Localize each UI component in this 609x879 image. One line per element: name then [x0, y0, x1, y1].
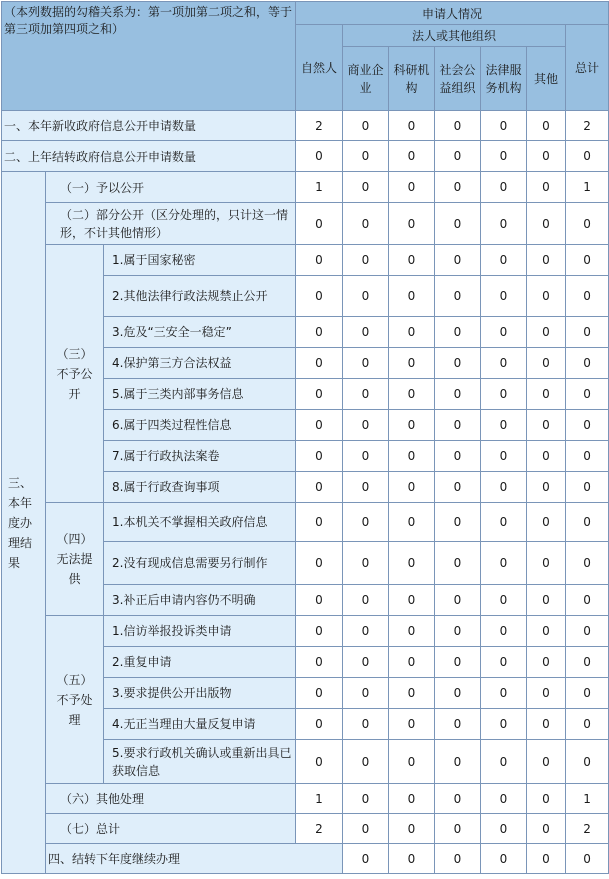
value-cell: 0	[435, 784, 481, 814]
row-label-total: （七）总计	[46, 814, 296, 844]
row-label-results: 三、本年度办理结果	[2, 172, 46, 874]
value-cell: 0	[527, 348, 566, 379]
row-label-unable-provide: （四）无法提供	[46, 503, 104, 616]
row-label-disclose: （一）予以公开	[46, 172, 296, 203]
value-cell: 0	[566, 616, 609, 647]
col-header-public-welfare: 社会公益组织	[435, 47, 481, 111]
subitem-label: 1.信访举报投诉类申请	[104, 616, 296, 647]
value-cell: 0	[389, 740, 435, 784]
value-cell: 0	[435, 472, 481, 503]
value-cell: 0	[343, 585, 389, 616]
value-cell: 0	[389, 203, 435, 245]
value-cell: 0	[527, 740, 566, 784]
value-cell: 0	[435, 203, 481, 245]
value-cell: 0	[481, 585, 527, 616]
value-cell: 0	[296, 678, 343, 709]
value-cell: 0	[481, 709, 527, 740]
value-cell: 0	[435, 616, 481, 647]
subitem-label: 2.其他法律行政法规禁止公开	[104, 276, 296, 317]
value-cell: 2	[566, 814, 609, 844]
value-cell: 0	[566, 585, 609, 616]
value-cell: 0	[389, 348, 435, 379]
value-cell: 0	[389, 709, 435, 740]
value-cell: 0	[296, 141, 343, 172]
disclosure-table	[1, 1, 609, 874]
value-cell: 2	[566, 111, 609, 141]
value-cell: 0	[389, 784, 435, 814]
value-cell: 0	[527, 111, 566, 141]
value-cell: 0	[343, 410, 389, 441]
value-cell: 0	[435, 379, 481, 410]
value-cell: 0	[481, 740, 527, 784]
value-cell: 0	[389, 379, 435, 410]
value-cell: 0	[343, 616, 389, 647]
value-cell: 0	[343, 678, 389, 709]
value-cell: 0	[527, 678, 566, 709]
value-cell: 0	[389, 647, 435, 678]
subitem-label: 5.要求行政机关确认或重新出具已获取信息	[104, 740, 296, 784]
value-cell: 0	[527, 441, 566, 472]
value-cell: 0	[435, 317, 481, 348]
value-cell: 0	[435, 245, 481, 276]
value-cell: 0	[435, 647, 481, 678]
value-cell: 0	[566, 441, 609, 472]
value-cell: 0	[481, 203, 527, 245]
value-cell: 0	[389, 472, 435, 503]
header-note: （本列数据的勾稽关系为：第一项加第二项之和，等于第三项加第四项之和）	[2, 2, 296, 111]
legal-person-group-header: 法人或其他组织	[343, 25, 566, 47]
value-cell: 0	[389, 814, 435, 844]
value-cell: 0	[527, 141, 566, 172]
subitem-label: 4.保护第三方合法权益	[104, 348, 296, 379]
row-label-partial-disclose: （二）部分公开（区分处理的，只计这一情形，不计其他情形）	[46, 203, 296, 245]
value-cell: 0	[566, 647, 609, 678]
value-cell: 0	[343, 203, 389, 245]
col-header-natural-person: 自然人	[296, 25, 343, 111]
value-cell: 0	[566, 709, 609, 740]
value-cell: 0	[481, 441, 527, 472]
value-cell: 0	[566, 348, 609, 379]
row-label-other-process: （六）其他处理	[46, 784, 296, 814]
value-cell: 0	[389, 245, 435, 276]
value-cell: 0	[296, 379, 343, 410]
value-cell: 0	[343, 348, 389, 379]
value-cell: 0	[481, 647, 527, 678]
value-cell: 0	[481, 141, 527, 172]
value-cell: 0	[435, 172, 481, 203]
value-cell: 0	[343, 317, 389, 348]
value-cell: 0	[527, 472, 566, 503]
value-cell: 0	[481, 844, 527, 874]
value-cell: 0	[343, 379, 389, 410]
value-cell: 0	[527, 814, 566, 844]
value-cell: 0	[343, 441, 389, 472]
value-cell: 0	[296, 542, 343, 585]
subitem-label: 3.要求提供公开出版物	[104, 678, 296, 709]
value-cell: 0	[389, 141, 435, 172]
value-cell: 0	[343, 172, 389, 203]
value-cell: 0	[343, 647, 389, 678]
row-label-new-applications: 一、本年新收政府信息公开申请数量	[2, 111, 296, 141]
value-cell: 0	[566, 542, 609, 585]
value-cell: 0	[389, 410, 435, 441]
value-cell: 0	[566, 203, 609, 245]
col-header-legal-service: 法律服务机构	[481, 47, 527, 111]
value-cell: 0	[435, 585, 481, 616]
value-cell: 0	[296, 472, 343, 503]
value-cell: 0	[343, 472, 389, 503]
applicant-situation-header: 申请人情况	[296, 2, 609, 25]
value-cell: 0	[343, 844, 389, 874]
value-cell: 1	[566, 784, 609, 814]
value-cell: 0	[296, 503, 343, 542]
value-cell: 0	[296, 410, 343, 441]
value-cell: 0	[296, 709, 343, 740]
value-cell: 0	[435, 844, 481, 874]
col-header-commercial: 商业企业	[343, 47, 389, 111]
value-cell: 0	[296, 441, 343, 472]
value-cell: 0	[566, 276, 609, 317]
value-cell: 0	[527, 585, 566, 616]
value-cell: 1	[296, 784, 343, 814]
value-cell: 0	[527, 410, 566, 441]
subitem-label: 3.危及“三安全一稳定”	[104, 317, 296, 348]
value-cell: 0	[389, 276, 435, 317]
value-cell: 0	[343, 276, 389, 317]
row-label-carried-over: 二、上年结转政府信息公开申请数量	[2, 141, 296, 172]
value-cell: 0	[343, 245, 389, 276]
value-cell: 0	[296, 616, 343, 647]
value-cell: 0	[389, 616, 435, 647]
value-cell: 0	[527, 317, 566, 348]
value-cell: 0	[527, 542, 566, 585]
subitem-label: 4.无正当理由大量反复申请	[104, 709, 296, 740]
value-cell: 0	[296, 647, 343, 678]
value-cell: 0	[481, 276, 527, 317]
value-cell: 0	[566, 740, 609, 784]
value-cell: 0	[296, 348, 343, 379]
col-header-other: 其他	[527, 47, 566, 111]
value-cell: 0	[481, 814, 527, 844]
value-cell: 0	[481, 472, 527, 503]
value-cell: 0	[527, 276, 566, 317]
value-cell: 0	[389, 441, 435, 472]
subitem-label: 3.补正后申请内容仍不明确	[104, 585, 296, 616]
value-cell: 0	[296, 203, 343, 245]
value-cell: 0	[389, 844, 435, 874]
value-cell: 0	[566, 472, 609, 503]
value-cell: 0	[435, 503, 481, 542]
value-cell: 0	[566, 410, 609, 441]
value-cell: 0	[481, 245, 527, 276]
value-cell: 0	[566, 317, 609, 348]
value-cell: 0	[435, 542, 481, 585]
value-cell: 0	[343, 709, 389, 740]
value-cell: 0	[435, 141, 481, 172]
value-cell: 0	[481, 678, 527, 709]
value-cell: 0	[389, 585, 435, 616]
value-cell: 0	[343, 542, 389, 585]
value-cell: 0	[566, 678, 609, 709]
value-cell: 0	[481, 172, 527, 203]
subitem-label: 6.属于四类过程性信息	[104, 410, 296, 441]
value-cell: 0	[343, 503, 389, 542]
value-cell: 0	[343, 111, 389, 141]
value-cell: 0	[481, 379, 527, 410]
value-cell: 0	[527, 709, 566, 740]
subitem-label: 8.属于行政查询事项	[104, 472, 296, 503]
value-cell: 0	[435, 348, 481, 379]
value-cell: 0	[435, 814, 481, 844]
value-cell: 0	[566, 245, 609, 276]
value-cell: 1	[296, 172, 343, 203]
value-cell: 0	[435, 111, 481, 141]
value-cell: 0	[527, 503, 566, 542]
value-cell: 0	[435, 410, 481, 441]
value-cell: 1	[566, 172, 609, 203]
value-cell: 0	[389, 111, 435, 141]
value-cell: 0	[296, 276, 343, 317]
value-cell: 0	[435, 678, 481, 709]
col-header-research: 科研机构	[389, 47, 435, 111]
value-cell: 0	[389, 172, 435, 203]
value-cell: 0	[389, 317, 435, 348]
value-cell: 0	[296, 245, 343, 276]
col-header-total: 总计	[566, 25, 609, 111]
value-cell: 0	[343, 814, 389, 844]
value-cell: 0	[343, 784, 389, 814]
value-cell: 0	[481, 111, 527, 141]
row-label-forward: 四、结转下年度继续办理	[46, 844, 343, 874]
value-cell: 0	[527, 379, 566, 410]
value-cell: 0	[389, 503, 435, 542]
value-cell: 0	[481, 317, 527, 348]
value-cell: 0	[389, 678, 435, 709]
row-label-not-disclose: （三）不予公开	[46, 245, 104, 503]
value-cell: 2	[296, 814, 343, 844]
value-cell: 0	[481, 542, 527, 585]
value-cell: 0	[527, 784, 566, 814]
value-cell: 0	[343, 141, 389, 172]
value-cell: 0	[481, 616, 527, 647]
value-cell: 0	[389, 542, 435, 585]
subitem-label: 7.属于行政执法案卷	[104, 441, 296, 472]
value-cell: 0	[435, 740, 481, 784]
value-cell: 0	[343, 740, 389, 784]
value-cell: 0	[481, 348, 527, 379]
value-cell: 0	[296, 585, 343, 616]
value-cell: 0	[527, 203, 566, 245]
value-cell: 0	[527, 844, 566, 874]
value-cell: 0	[566, 141, 609, 172]
value-cell: 0	[435, 441, 481, 472]
subitem-label: 5.属于三类内部事务信息	[104, 379, 296, 410]
row-label-not-process: （五）不予处理	[46, 616, 104, 784]
value-cell: 0	[566, 844, 609, 874]
subitem-label: 2.重复申请	[104, 647, 296, 678]
value-cell: 0	[481, 410, 527, 441]
value-cell: 0	[566, 379, 609, 410]
value-cell: 0	[527, 172, 566, 203]
value-cell: 0	[566, 503, 609, 542]
value-cell: 0	[527, 616, 566, 647]
subitem-label: 1.属于国家秘密	[104, 245, 296, 276]
value-cell: 0	[527, 647, 566, 678]
value-cell: 0	[435, 276, 481, 317]
value-cell: 0	[296, 740, 343, 784]
value-cell: 0	[481, 503, 527, 542]
value-cell: 0	[527, 245, 566, 276]
value-cell: 0	[435, 709, 481, 740]
value-cell: 0	[481, 784, 527, 814]
subitem-label: 1.本机关不掌握相关政府信息	[104, 503, 296, 542]
subitem-label: 2.没有现成信息需要另行制作	[104, 542, 296, 585]
value-cell: 0	[296, 317, 343, 348]
value-cell: 2	[296, 111, 343, 141]
